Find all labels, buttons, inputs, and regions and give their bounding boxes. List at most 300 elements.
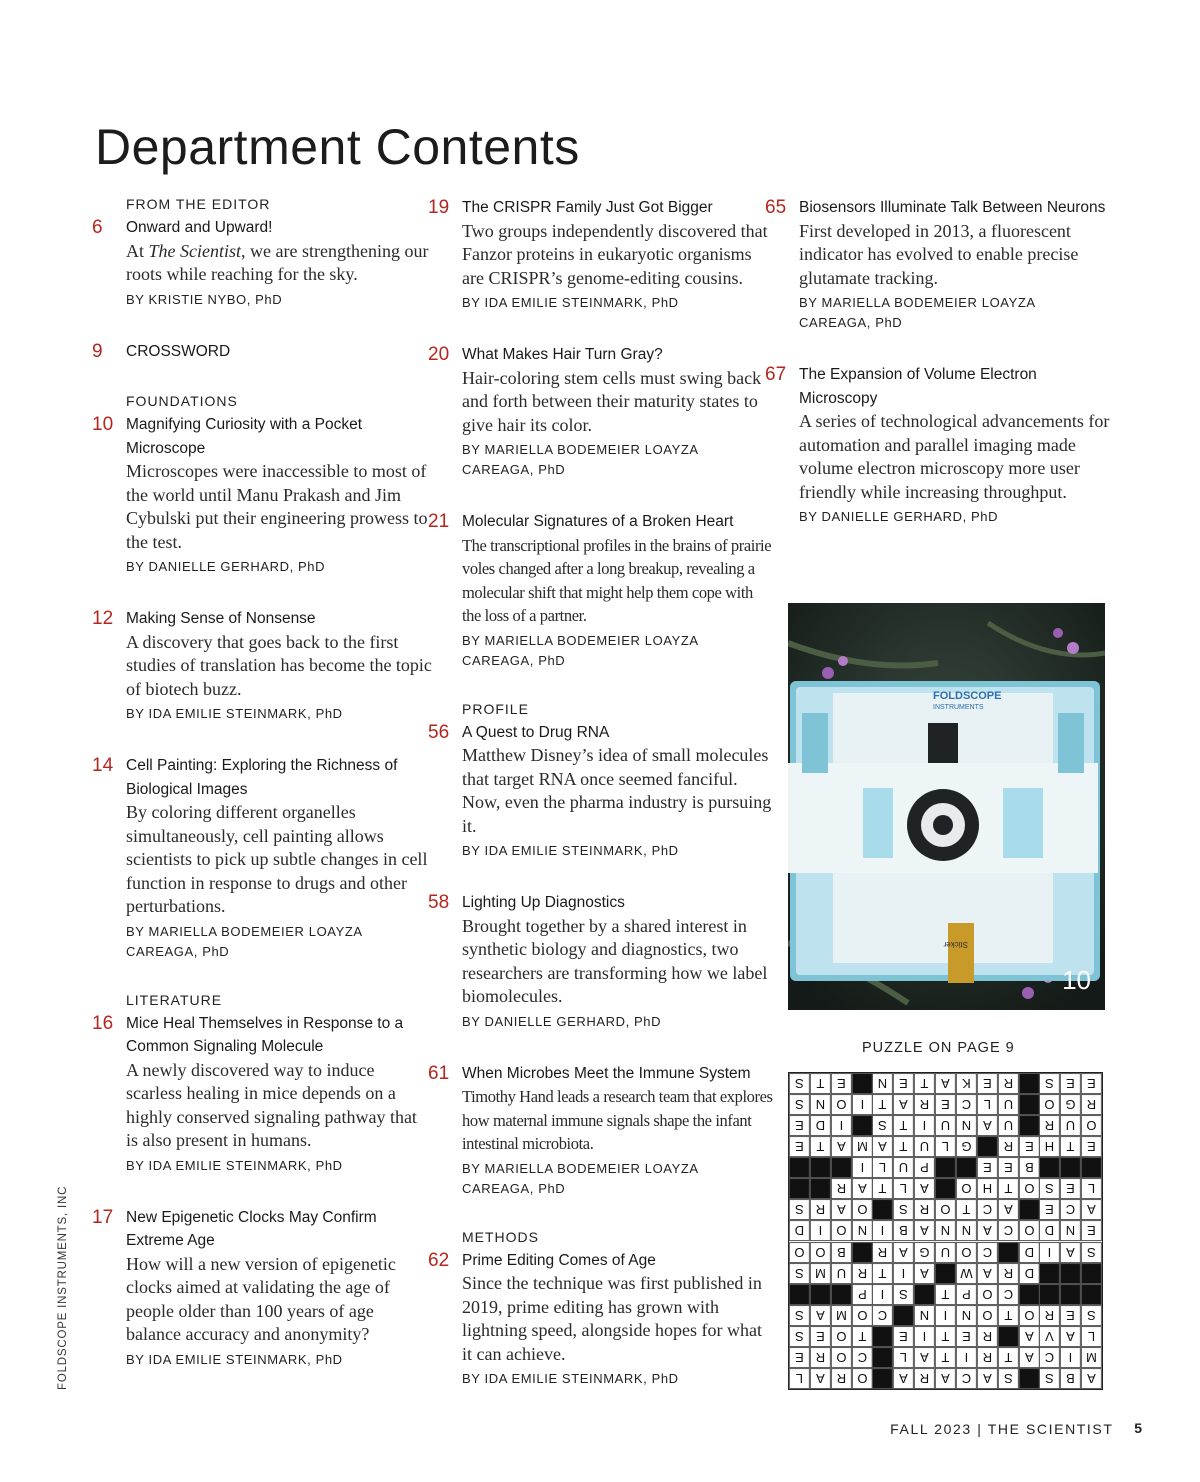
crossword-cell: A <box>935 1073 956 1094</box>
crossword-cell: I <box>956 1347 977 1368</box>
crossword-cell: D <box>1019 1242 1040 1263</box>
toc-page-number: 14 <box>92 755 114 776</box>
crossword-cell: O <box>852 1368 873 1389</box>
crossword-cell: A <box>977 1115 998 1136</box>
toc-page-number: 16 <box>92 1012 114 1034</box>
crossword-cell: T <box>956 1199 977 1220</box>
toc-page-number: 56 <box>428 721 450 743</box>
toc-entry[interactable] <box>428 196 773 313</box>
toc-entry[interactable] <box>92 754 432 962</box>
crossword-cell: W <box>956 1263 977 1284</box>
crossword-cell: C <box>977 1199 998 1220</box>
crossword-cell: A <box>1081 1368 1102 1389</box>
crossword-block <box>935 1157 956 1178</box>
crossword-cell: R <box>810 1199 831 1220</box>
crossword-block <box>977 1136 998 1157</box>
crossword-cell: O <box>810 1242 831 1263</box>
toc-byline: BY DANIELLE GERHARD, PhD <box>126 559 326 574</box>
crossword-cell: S <box>789 1199 810 1220</box>
crossword-cell: O <box>956 1178 977 1199</box>
toc-title[interactable]: A Quest to Drug RNA <box>462 723 610 741</box>
crossword-cell: S <box>789 1326 810 1347</box>
crossword-cell: N <box>956 1115 977 1136</box>
crossword-block <box>1039 1263 1060 1284</box>
crossword-block <box>1060 1284 1081 1305</box>
crossword-cell: S <box>789 1263 810 1284</box>
crossword-cell: M <box>810 1263 831 1284</box>
crossword-cell: R <box>977 1347 998 1368</box>
crossword-cell: T <box>935 1284 956 1305</box>
toc-entry[interactable] <box>92 1012 432 1176</box>
crossword-cell: E <box>977 1073 998 1094</box>
crossword-cell: R <box>1081 1094 1102 1115</box>
toc-title[interactable]: Onward and Upward! <box>126 219 273 236</box>
crossword-cell: O <box>852 1199 873 1220</box>
crossword-block <box>852 1073 873 1094</box>
footer-page-number: 5 <box>1134 1420 1142 1436</box>
crossword-block <box>998 1326 1019 1347</box>
crossword-cell: I <box>852 1094 873 1115</box>
crossword-cell: T <box>872 1178 893 1199</box>
crossword-cell: A <box>831 1199 852 1220</box>
crossword-cell: R <box>914 1368 935 1389</box>
toc-byline: BY MARIELLA BODEMEIER LOAYZA CAREAGA, PhD <box>462 632 698 668</box>
crossword-cell: C <box>1060 1199 1081 1220</box>
crossword-cell: O <box>831 1326 852 1347</box>
crossword-block <box>789 1178 810 1199</box>
crossword-cell: A <box>935 1368 956 1389</box>
toc-page-number: 61 <box>428 1062 450 1084</box>
crossword-cell: S <box>998 1368 1019 1389</box>
crossword-cell: C <box>977 1242 998 1263</box>
toc-byline: BY MARIELLA BODEMEIER LOAYZA CAREAGA, PhD <box>126 923 362 959</box>
toc-byline: BY IDA EMILIE STEINMARK, PhD <box>126 706 343 721</box>
crossword-block <box>1019 1115 1040 1136</box>
crossword-block <box>1019 1199 1040 1220</box>
toc-title[interactable]: Molecular Signatures of a Broken Heart <box>462 513 734 530</box>
page-title: Department Contents <box>95 119 580 175</box>
crossword-cell: L <box>872 1157 893 1178</box>
crossword-cell: E <box>1081 1073 1102 1094</box>
crossword-cell: S <box>1039 1368 1060 1389</box>
crossword-cell: C <box>872 1305 893 1326</box>
crossword-cell: O <box>831 1220 852 1241</box>
toc-title[interactable]: Making Sense of Nonsense <box>126 610 316 627</box>
crossword-cell: A <box>914 1178 935 1199</box>
crossword-cell: S <box>789 1094 810 1115</box>
toc-description: Microscopes were inaccessible to most of the world until Manu Prakash and Jim Cybulski put their engineering prowess to the test. <box>126 461 428 552</box>
crossword-cell: S <box>789 1305 810 1326</box>
crossword-cell: P <box>914 1157 935 1178</box>
crossword-block <box>1081 1263 1102 1284</box>
crossword-block <box>1019 1368 1040 1389</box>
crossword-cell: N <box>935 1220 956 1241</box>
crossword-cell: E <box>956 1326 977 1347</box>
toc-page-number: 62 <box>428 1249 450 1271</box>
toc-description <box>126 240 432 287</box>
toc-byline: BY IDA EMILIE STEINMARK, PhD <box>126 1157 343 1173</box>
crossword-block <box>872 1326 893 1347</box>
crossword-cell: L <box>977 1094 998 1115</box>
toc-page-number: 67 <box>765 364 787 385</box>
toc-description: By coloring different organelles simultaneously, cell painting allows scientists to pick up subtle changes in cell function in response to drugs and other perturbations. <box>126 802 428 916</box>
crossword-cell: A <box>998 1199 1019 1220</box>
crossword-cell: T <box>810 1073 831 1094</box>
toc-entry[interactable] <box>428 1062 773 1199</box>
section-heading: LITERATURE <box>126 991 223 1008</box>
crossword-block <box>789 1284 810 1305</box>
crossword-cell: T <box>935 1326 956 1347</box>
crossword-cell: P <box>852 1284 873 1305</box>
crossword-block <box>935 1178 956 1199</box>
desc-part: At <box>126 240 149 261</box>
crossword-cell: N <box>810 1094 831 1115</box>
crossword-cell: L <box>1081 1326 1102 1347</box>
crossword-cell: E <box>1039 1199 1060 1220</box>
crossword-cell: A <box>852 1178 873 1199</box>
crossword-cell: T <box>810 1136 831 1157</box>
crossword-block <box>852 1242 873 1263</box>
crossword-cell: U <box>893 1157 914 1178</box>
crossword-cell: I <box>872 1220 893 1241</box>
crossword-block <box>1019 1094 1040 1115</box>
crossword-block <box>956 1157 977 1178</box>
section-heading: PROFILE <box>462 700 529 717</box>
crossword-cell: P <box>956 1284 977 1305</box>
crossword-cell: T <box>852 1326 873 1347</box>
toc-byline: BY DANIELLE GERHARD, PhD <box>799 509 999 524</box>
crossword-cell: B <box>1019 1157 1040 1178</box>
crossword-block <box>1019 1073 1040 1094</box>
puzzle-heading: PUZZLE ON PAGE 9 <box>862 1040 1015 1056</box>
crossword-cell: U <box>914 1136 935 1157</box>
toc-title[interactable]: Prime Editing Comes of Age <box>462 1251 656 1269</box>
crossword-block <box>935 1263 956 1284</box>
toc-byline: BY IDA EMILIE STEINMARK, PhD <box>462 295 679 310</box>
toc-entry[interactable] <box>92 413 432 577</box>
crossword-block <box>1060 1263 1081 1284</box>
crossword-cell: D <box>810 1115 831 1136</box>
crossword-cell: C <box>998 1220 1019 1241</box>
toc-page-number: 12 <box>92 608 114 629</box>
crossword-cell: S <box>893 1284 914 1305</box>
section-heading: FROM THE EDITOR <box>126 196 271 212</box>
crossword-block <box>872 1199 893 1220</box>
crossword-cell: C <box>998 1284 1019 1305</box>
toc-description: Brought together by a shared interest in synthetic biology and diagnostics, two researchers are transforming how we label biomolecules. <box>462 915 768 1006</box>
crossword-cell: A <box>893 1368 914 1389</box>
crossword-cell: A <box>831 1136 852 1157</box>
toc-entry[interactable] <box>428 721 773 862</box>
toc-description: The transcriptional profiles in the brains of prairie voles changed after a long breakup, revealing a molecular shift that might help them cope with the loss of a partner. <box>462 535 772 625</box>
crossword-cell: A <box>1081 1199 1102 1220</box>
crossword-cell: A <box>1060 1242 1081 1263</box>
crossword-cell: H <box>1039 1136 1060 1157</box>
crossword-cell: L <box>893 1178 914 1199</box>
toc-description: A newly discovered way to induce scarless healing in mice depends on a highly conserved signaling pathway that is also present in humans. <box>126 1059 417 1150</box>
toc-title[interactable]: The CRISPR Family Just Got Bigger <box>462 199 713 216</box>
toc-description: Hair-coloring stem cells must swing back and forth between their maturity states to give hair its color. <box>462 367 762 435</box>
crossword-cell: D <box>789 1220 810 1241</box>
footer-text: FALL 2023 | THE SCIENTIST <box>890 1421 1114 1437</box>
crossword-cell: A <box>914 1263 935 1284</box>
crossword-cell: A <box>977 1263 998 1284</box>
crossword-cell: E <box>1081 1220 1102 1241</box>
contents-column-2 <box>428 196 773 1419</box>
crossword-cell: S <box>872 1115 893 1136</box>
crossword-cell: A <box>914 1220 935 1241</box>
crossword-cell: S <box>893 1199 914 1220</box>
toc-title[interactable]: Cell Painting: Exploring the Richness of Biological Images <box>126 757 398 798</box>
crossword-cell: M <box>831 1305 852 1326</box>
crossword-cell: G <box>1060 1094 1081 1115</box>
crossword-block <box>1019 1284 1040 1305</box>
crossword-cell: U <box>831 1263 852 1284</box>
toc-page-number: 65 <box>765 197 787 218</box>
crossword-cell: A <box>914 1347 935 1368</box>
photo-page-ref: 10 <box>1062 965 1091 995</box>
crossword-cell: R <box>831 1178 852 1199</box>
crossword-cell: E <box>1060 1178 1081 1199</box>
sticker-text: Sticker <box>943 940 968 949</box>
crossword-cell: E <box>789 1347 810 1368</box>
crossword-cell: T <box>998 1347 1019 1368</box>
crossword-cell: I <box>852 1157 873 1178</box>
crossword-cell: E <box>789 1136 810 1157</box>
crossword-cell: O <box>977 1305 998 1326</box>
crossword-cell: G <box>956 1136 977 1157</box>
toc-title[interactable]: What Makes Hair Turn Gray? <box>462 346 663 363</box>
crossword-cell: R <box>998 1073 1019 1094</box>
toc-description: A series of technological advancements for automation and parallel imaging made volume electron microscopy more user friendly while increasing throughput. <box>799 411 1110 502</box>
crossword-cell: A <box>1019 1326 1040 1347</box>
crossword-cell: T <box>872 1263 893 1284</box>
crossword-cell: D <box>1019 1263 1040 1284</box>
crossword-cell: B <box>831 1242 852 1263</box>
crossword-cell: U <box>935 1115 956 1136</box>
crossword-cell: O <box>831 1347 852 1368</box>
toc-title[interactable]: Lighting Up Diagnostics <box>462 894 625 911</box>
toc-description: Matthew Disney’s idea of small molecules that target RNA once seemed fanciful. Now, even the pharma industry is pursuing it. <box>462 745 772 836</box>
crossword-cell: L <box>1081 1178 1102 1199</box>
toc-description: A discovery that goes back to the first studies of translation has become the topic of biotech buzz. <box>126 631 432 699</box>
crossword-cell: E <box>1060 1073 1081 1094</box>
crossword-block <box>831 1284 852 1305</box>
crossword-cell: U <box>998 1115 1019 1136</box>
toc-title[interactable]: When Microbes Meet the Immune System <box>462 1064 751 1082</box>
toc-byline: BY IDA EMILIE STEINMARK, PhD <box>462 843 679 858</box>
crossword-cell: I <box>893 1263 914 1284</box>
toc-page-number: 58 <box>428 892 450 913</box>
toc-title[interactable]: Mice Heal Themselves in Response to a Common Signaling Molecule <box>126 1014 404 1055</box>
toc-page-number: 20 <box>428 344 450 365</box>
toc-description: Since the technique was first published in 2019, prime editing has grown with lightning speed, alongside hopes for what it can achieve. <box>462 1273 762 1364</box>
crossword-cell: O <box>977 1284 998 1305</box>
crossword-cell: N <box>914 1305 935 1326</box>
crossword-cell: T <box>872 1094 893 1115</box>
crossword-block <box>810 1157 831 1178</box>
crossword-cell: E <box>831 1073 852 1094</box>
crossword-block <box>1060 1157 1081 1178</box>
toc-page-number: 10 <box>92 414 114 435</box>
crossword-cell: T <box>998 1305 1019 1326</box>
crossword-block <box>914 1284 935 1305</box>
toc-title[interactable]: New Epigenetic Clocks May Confirm Extreme Age <box>126 1208 377 1249</box>
crossword-cell: H <box>977 1178 998 1199</box>
toc-description: Timothy Hand leads a research team that explores how maternal immune signals shape the infant intestinal microbiota. <box>462 1087 773 1153</box>
photo-credit: FOLDSCOPE INSTRUMENTS, INC <box>57 1185 69 1390</box>
toc-entry[interactable] <box>765 196 1110 333</box>
crossword-cell: O <box>1081 1115 1102 1136</box>
crossword-cell: C <box>852 1347 873 1368</box>
crossword-cell: T <box>914 1073 935 1094</box>
crossword-cell: I <box>810 1220 831 1241</box>
crossword-cell: T <box>893 1115 914 1136</box>
crossword-cell: O <box>935 1199 956 1220</box>
crossword-cell: R <box>852 1263 873 1284</box>
crossword-block <box>789 1157 810 1178</box>
toc-byline: BY KRISTIE NYBO, PhD <box>126 291 283 307</box>
toc-byline: BY IDA EMILIE STEINMARK, PhD <box>462 1371 679 1386</box>
crossword-cell: I <box>831 1115 852 1136</box>
toc-byline: BY MARIELLA BODEMEIER LOAYZA CAREAGA, PhD <box>799 295 1035 330</box>
crossword-cell: O <box>1039 1094 1060 1115</box>
toc-page-number: 6 <box>92 217 103 238</box>
crossword-cell: R <box>977 1326 998 1347</box>
toc-title[interactable]: Biosensors Illuminate Talk Between Neurons <box>799 199 1106 216</box>
crossword-cell: S <box>789 1073 810 1094</box>
crossword-cell: E <box>893 1326 914 1347</box>
crossword-cell: T <box>1060 1136 1081 1157</box>
crossword-cell: G <box>914 1242 935 1263</box>
crossword-cell: U <box>935 1242 956 1263</box>
contents-column-1 <box>92 196 432 1400</box>
brand-sub-text: INSTRUMENTS <box>933 704 984 711</box>
section-heading: FOUNDATIONS <box>126 393 238 409</box>
crossword-cell: O <box>956 1242 977 1263</box>
crossword-cell: A <box>893 1242 914 1263</box>
crossword-block <box>872 1368 893 1389</box>
crossword-cell: O <box>1019 1305 1040 1326</box>
brand-text: FOLDSCOPE <box>933 690 1002 702</box>
crossword-cell: E <box>1081 1136 1102 1157</box>
toc-title[interactable]: Magnifying Curiosity with a Pocket Microscope <box>126 416 363 457</box>
toc-description: First developed in 2013, a fluorescent indicator has evolved to enable precise glutamate tracking. <box>799 220 1079 288</box>
toc-title[interactable]: CROSSWORD <box>126 342 231 360</box>
crossword-cell: L <box>935 1136 956 1157</box>
toc-page-number: 9 <box>92 340 103 362</box>
crossword-cell: I <box>872 1284 893 1305</box>
crossword-cell: E <box>977 1157 998 1178</box>
crossword-cell: T <box>998 1178 1019 1199</box>
crossword-cell: A <box>872 1136 893 1157</box>
crossword-cell: N <box>872 1073 893 1094</box>
toc-byline: BY DANIELLE GERHARD, PhD <box>462 1013 662 1029</box>
crossword-cell: V <box>1039 1326 1060 1347</box>
crossword-cell: E <box>935 1094 956 1115</box>
crossword-cell: R <box>1039 1305 1060 1326</box>
crossword-cell: S <box>1039 1178 1060 1199</box>
toc-entry[interactable] <box>92 607 432 724</box>
toc-page-number: 17 <box>92 1206 114 1228</box>
crossword-cell: C <box>956 1094 977 1115</box>
foldscope-illustration <box>788 603 1105 1010</box>
crossword-cell: O <box>852 1305 873 1326</box>
crossword-cell: L <box>789 1368 810 1389</box>
toc-description: How will a new version of epigenetic clocks aimed at validating the age of people older than 100 years of age balance accuracy and anonymity? <box>126 1253 396 1344</box>
toc-entry[interactable] <box>428 1249 773 1390</box>
crossword-cell: A <box>977 1220 998 1241</box>
toc-entry[interactable] <box>428 891 773 1032</box>
crossword-cell: A <box>810 1305 831 1326</box>
crossword-cell: S <box>1081 1305 1102 1326</box>
crossword-cell: E <box>1060 1305 1081 1326</box>
crossword-cell: A <box>893 1094 914 1115</box>
crossword-block <box>810 1178 831 1199</box>
toc-byline: BY MARIELLA BODEMEIER LOAYZA CAREAGA, PhD <box>462 1160 698 1196</box>
crossword-cell: R <box>914 1199 935 1220</box>
contents-column-3 <box>765 196 1110 557</box>
crossword-cell: N <box>1060 1220 1081 1241</box>
crossword-cell: C <box>956 1368 977 1389</box>
crossword-cell: R <box>831 1368 852 1389</box>
crossword-cell: T <box>893 1136 914 1157</box>
crossword-cell: K <box>956 1073 977 1094</box>
crossword-cell: A <box>977 1368 998 1389</box>
footer-issue <box>890 1421 1130 1437</box>
crossword-cell: C <box>1039 1347 1060 1368</box>
toc-entry[interactable] <box>92 340 432 364</box>
crossword-cell: E <box>810 1326 831 1347</box>
crossword-cell: R <box>1039 1115 1060 1136</box>
toc-entry[interactable] <box>92 1206 432 1370</box>
crossword-block <box>1039 1284 1060 1305</box>
crossword-cell: S <box>1081 1242 1102 1263</box>
crossword-block <box>893 1305 914 1326</box>
toc-page-number: 21 <box>428 511 450 532</box>
crossword-cell: M <box>1081 1347 1102 1368</box>
crossword-cell: R <box>914 1094 935 1115</box>
crossword-cell: U <box>1060 1115 1081 1136</box>
crossword-cell: D <box>1039 1220 1060 1241</box>
crossword-cell: I <box>935 1305 956 1326</box>
desc-part: , we are strengthening our roots while reaching for the sky. <box>126 240 429 284</box>
crossword-cell: A <box>1019 1347 1040 1368</box>
desc-italic: The Scientist <box>148 240 241 261</box>
crossword-cell: L <box>893 1347 914 1368</box>
crossword-cell: B <box>1060 1368 1081 1389</box>
crossword-block <box>852 1115 873 1136</box>
crossword-cell: O <box>789 1242 810 1263</box>
crossword-grid <box>788 1072 1103 1390</box>
toc-page-number: 19 <box>428 197 450 218</box>
crossword-cell: A <box>810 1368 831 1389</box>
crossword-cell: I <box>914 1326 935 1347</box>
toc-entry[interactable] <box>92 216 432 310</box>
crossword-cell: E <box>893 1073 914 1094</box>
toc-entry[interactable] <box>428 510 773 671</box>
crossword-block <box>1039 1157 1060 1178</box>
toc-entry[interactable] <box>765 363 1110 527</box>
crossword-block <box>810 1284 831 1305</box>
crossword-cell: B <box>893 1220 914 1241</box>
crossword-cell: E <box>998 1157 1019 1178</box>
toc-title[interactable]: The Expansion of Volume Electron Microscopy <box>799 366 1037 407</box>
crossword-cell: M <box>852 1136 873 1157</box>
toc-byline: BY IDA EMILIE STEINMARK, PhD <box>126 1351 343 1367</box>
toc-entry[interactable] <box>428 343 773 480</box>
crossword-block <box>831 1157 852 1178</box>
